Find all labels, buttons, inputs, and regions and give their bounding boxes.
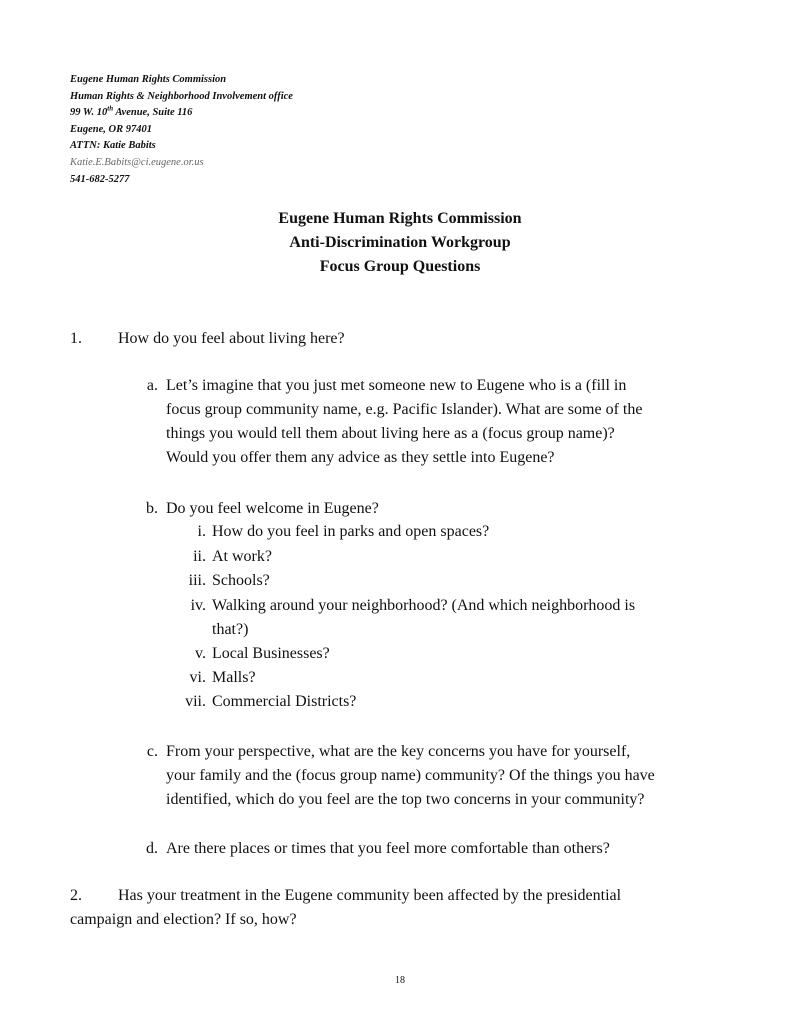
title-line-2: Anti-Discrimination Workgroup — [289, 234, 511, 251]
roman-item-6-text: Malls? — [212, 669, 256, 686]
roman-item-5-text: Local Businesses? — [212, 645, 330, 662]
letterhead-org: Eugene Human Rights Commission — [70, 74, 227, 85]
question-2-line-1: Has your treatment in the Eugene community been affected by the presidential — [118, 887, 622, 904]
question-2-number: 2. — [70, 887, 82, 904]
subquestion-a-letter: a. — [146, 377, 158, 394]
page-number: 18 — [395, 975, 405, 986]
letterhead-city: Eugene, OR 97401 — [70, 123, 152, 135]
roman-item-3-num: iii. — [188, 572, 206, 589]
subquestion-c-letter: c. — [146, 743, 158, 760]
question-1-number: 1. — [70, 330, 82, 347]
subquestion-d-letter: d. — [146, 840, 158, 857]
subquestion-b-letter: b. — [146, 500, 158, 517]
subquestion-a-line-4: Would you offer them any advice as they settle into Eugene? — [166, 449, 555, 466]
roman-item-1-num: i. — [197, 523, 206, 540]
title-line-1: Eugene Human Rights Commission — [278, 210, 522, 227]
roman-item-5-num: v. — [195, 645, 206, 662]
letterhead-phone: 541-682-5277 — [70, 173, 130, 185]
letterhead-street: 99 W. 10th Avenue, Suite 116 — [70, 104, 193, 119]
roman-item-4-num: iv. — [190, 597, 206, 614]
question-1-text: How do you feel about living here? — [118, 330, 345, 347]
title-line-3: Focus Group Questions — [319, 258, 481, 275]
subquestion-c-line-3: identified, which do you feel are the top two concerns in your community? — [166, 791, 645, 808]
letterhead — [70, 72, 293, 188]
letterhead-office: Human Rights & Neighborhood Involvement office — [70, 90, 293, 102]
roman-item-6-num: vi. — [189, 669, 206, 686]
letterhead-attn: ATTN: Katie Babits — [70, 140, 156, 152]
document-title — [0, 207, 800, 279]
roman-item-3-text: Schools? — [212, 572, 270, 589]
roman-item-2-text: At work? — [212, 548, 272, 565]
roman-item-7-text: Commercial Districts? — [212, 693, 357, 710]
subquestion-b-text: Do you feel welcome in Eugene? — [166, 500, 379, 517]
roman-item-2-num: ii. — [193, 548, 206, 565]
question-2-line-2: campaign and election? If so, how? — [70, 911, 297, 928]
subquestion-d-text: Are there places or times that you feel more comfortable than others? — [166, 840, 610, 857]
subquestion-a-line-1: Let’s imagine that you just met someone new to Eugene who is a (fill in — [166, 377, 627, 394]
subquestion-a-line-2: focus group community name, e.g. Pacific Islander). What are some of the — [166, 401, 643, 418]
roman-item-4-text-cont: that?) — [212, 621, 249, 638]
subquestion-c-line-1: From your perspective, what are the key concerns you have for yourself, — [166, 743, 631, 760]
roman-item-7-num: vii. — [185, 693, 206, 710]
roman-item-4-text: Walking around your neighborhood? (And which neighborhood is — [212, 597, 636, 614]
roman-item-1-text: How do you feel in parks and open spaces? — [212, 523, 490, 540]
letterhead-email[interactable]: Katie.E.Babits@ci.eugene.or.us — [70, 156, 204, 168]
subquestion-c-line-2: your family and the (focus group name) community? Of the things you have — [166, 767, 655, 784]
subquestion-a-line-3: things you would tell them about living here as a (focus group name)? — [166, 425, 615, 442]
